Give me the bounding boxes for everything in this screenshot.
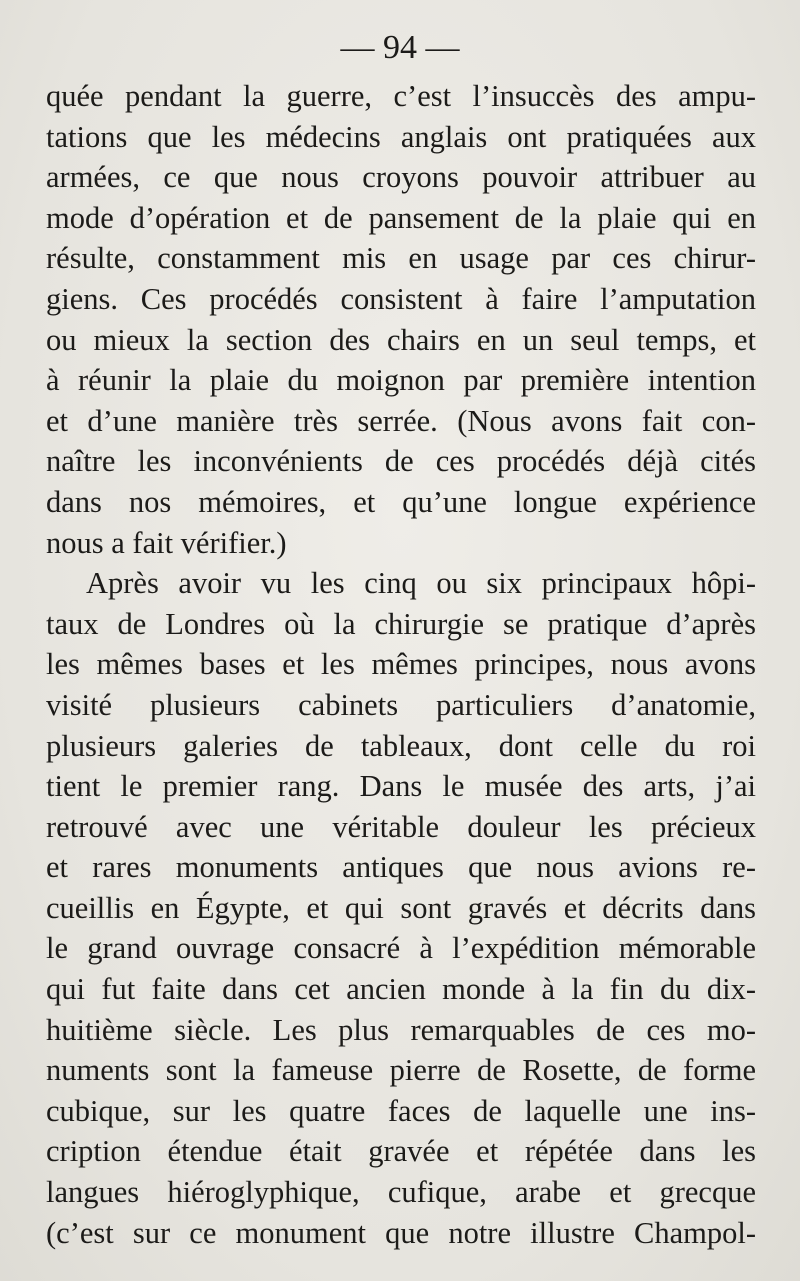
text-line: (c’est sur ce monument que notre illustre Champol- bbox=[46, 1215, 756, 1250]
text-line: résulte, constamment mis en usage par ces chirur- bbox=[46, 241, 756, 276]
text-line: cription étendue était gravée et répétée dans les bbox=[46, 1134, 756, 1169]
text-line: mode d’opération et de pansement de la plaie qui en bbox=[46, 200, 756, 235]
body-text bbox=[46, 76, 756, 1253]
text-line: langues hiéroglyphique, cufique, arabe et grecque bbox=[46, 1175, 756, 1210]
text-line: et rares monuments antiques que nous avions re- bbox=[46, 850, 756, 885]
text-line: les mêmes bases et les mêmes principes, nous avons bbox=[46, 647, 756, 682]
text-line: naître les inconvénients de ces procédés déjà cités bbox=[46, 444, 756, 479]
text-line: numents sont la fameuse pierre de Rosette, de forme bbox=[46, 1053, 756, 1088]
text-line: plusieurs galeries de tableaux, dont celle du roi bbox=[46, 728, 756, 763]
text-line: retrouvé avec une véritable douleur les précieux bbox=[46, 809, 756, 844]
text-line: dans nos mémoires, et qu’une longue expérience bbox=[46, 484, 756, 519]
text-line: et d’une manière très serrée. (Nous avons fait con- bbox=[46, 403, 756, 438]
text-line: quée pendant la guerre, c’est l’insuccès des ampu- bbox=[46, 79, 756, 113]
page-number: — 94 — bbox=[340, 29, 460, 66]
text-line: ou mieux la section des chairs en un seul temps, et bbox=[46, 322, 756, 357]
text-line: à réunir la plaie du moignon par première intention bbox=[46, 363, 756, 398]
text-line: giens. Ces procédés consistent à faire l’amputation bbox=[46, 281, 756, 316]
paragraph-start-line: Après avoir vu les cinq ou six principaux hôpi- bbox=[86, 566, 756, 601]
text-line: tient le premier rang. Dans le musée des arts, j’ai bbox=[46, 769, 756, 804]
text-line: nous a fait vérifier.) bbox=[46, 525, 287, 560]
text-line: taux de Londres où la chirurgie se pratique d’après bbox=[46, 606, 756, 641]
text-line: cubique, sur les quatre faces de laquelle une ins- bbox=[46, 1093, 756, 1128]
text-line: armées, ce que nous croyons pouvoir attribuer au bbox=[46, 160, 756, 195]
text-line: cueillis en Égypte, et qui sont gravés et décrits dans bbox=[46, 890, 756, 925]
text-line: qui fut faite dans cet ancien monde à la fin du dix- bbox=[46, 972, 756, 1007]
text-line: le grand ouvrage consacré à l’expédition mémorable bbox=[46, 931, 756, 966]
text-line: huitième siècle. Les plus remarquables de ces mo- bbox=[46, 1012, 756, 1047]
text-line: tations que les médecins anglais ont pratiquées aux bbox=[46, 119, 756, 154]
text-line: visité plusieurs cabinets particuliers d’anatomie, bbox=[46, 687, 756, 722]
